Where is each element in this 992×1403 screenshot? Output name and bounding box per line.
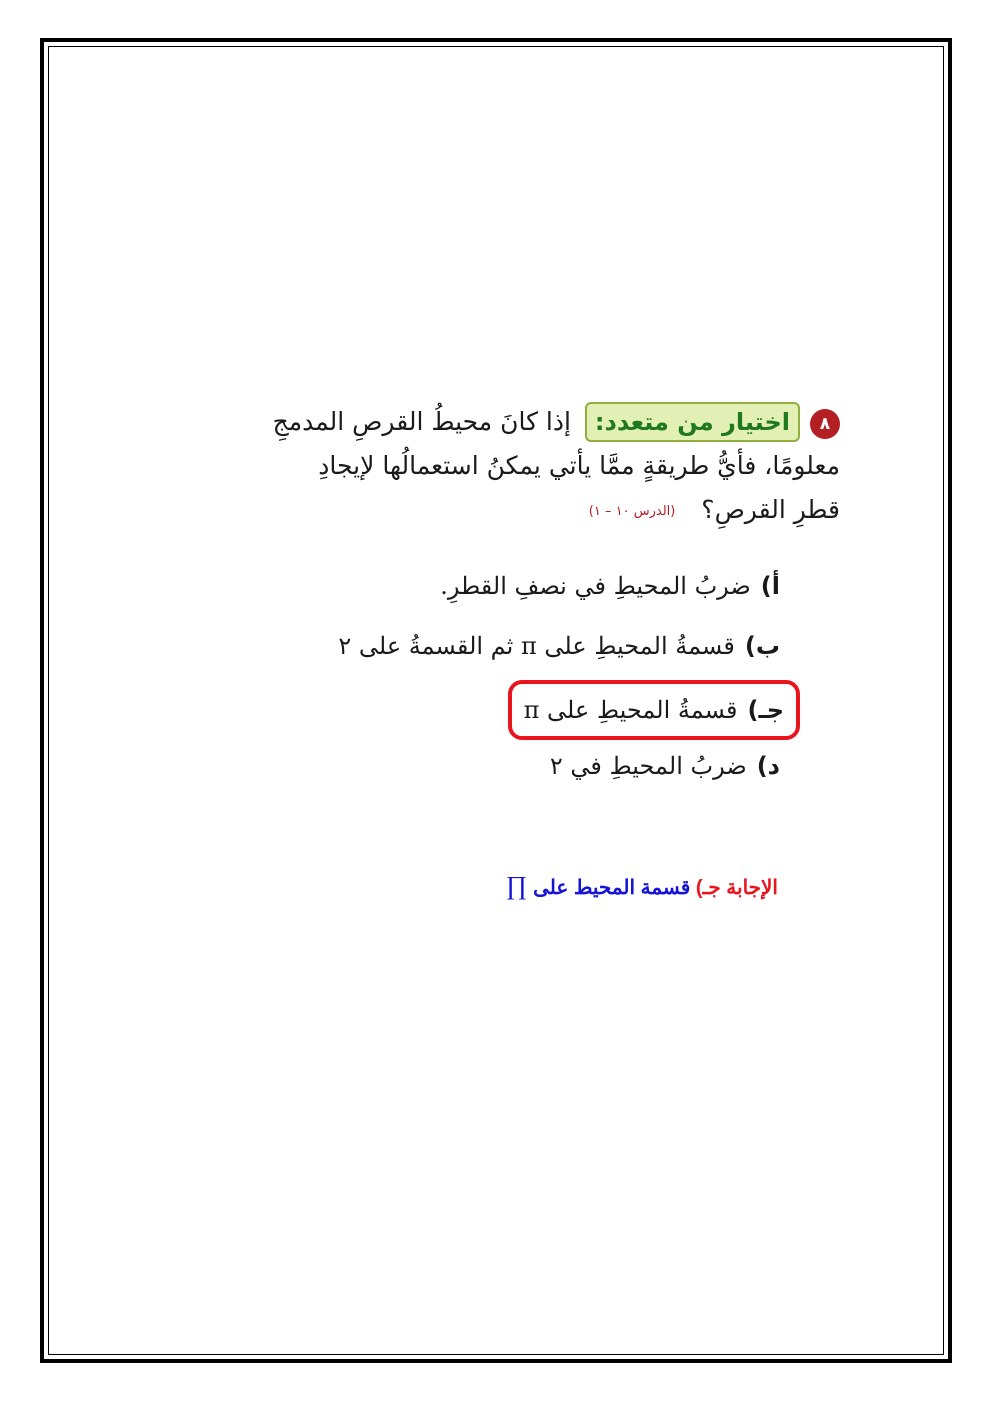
question-text-2: معلومًا، فأيُّ طريقةٍ ممَّا يأتي يمكنُ استعمالُها لإيجادِ <box>318 451 840 480</box>
question-type-tag: اختيار من متعدد: <box>585 402 800 442</box>
option-c[interactable] <box>300 680 784 740</box>
question-number-badge: ٨ <box>810 409 840 439</box>
option-c-highlight <box>508 680 800 740</box>
answer-options <box>300 560 784 800</box>
question-line-3 <box>260 488 840 534</box>
option-d[interactable] <box>300 740 780 800</box>
option-b-letter: ب) <box>744 632 780 660</box>
question-text-3: قطرِ القرصِ؟ <box>701 495 840 524</box>
option-d-text: ضربُ المحيطِ في ٢ <box>549 752 747 780</box>
option-a-letter: أ) <box>760 572 780 600</box>
question-text-1: إذا كانَ محيطُ القرصِ المدمجِ <box>272 407 571 436</box>
answer-text: قسمة المحيط على <box>533 877 691 899</box>
answer-label: الإجابة جـ) <box>695 877 778 899</box>
question-line-2 <box>260 444 840 488</box>
question-block <box>260 400 840 534</box>
option-c-letter: جـ) <box>747 696 784 724</box>
option-d-letter: د) <box>756 752 780 780</box>
option-b[interactable] <box>300 620 780 680</box>
option-a[interactable] <box>300 560 780 620</box>
question-line-1 <box>260 400 840 444</box>
option-a-text: ضربُ المحيطِ في نصفِ القطرِ. <box>440 572 751 600</box>
lesson-reference: (الدرس ١٠ – ١) <box>588 503 676 519</box>
option-b-text: قسمةُ المحيطِ على π ثم القسمةُ على ٢ <box>338 632 735 660</box>
answer-line <box>300 866 778 908</box>
answer-symbol: ∏ <box>505 871 528 900</box>
option-c-text: قسمةُ المحيطِ على π <box>523 696 738 724</box>
